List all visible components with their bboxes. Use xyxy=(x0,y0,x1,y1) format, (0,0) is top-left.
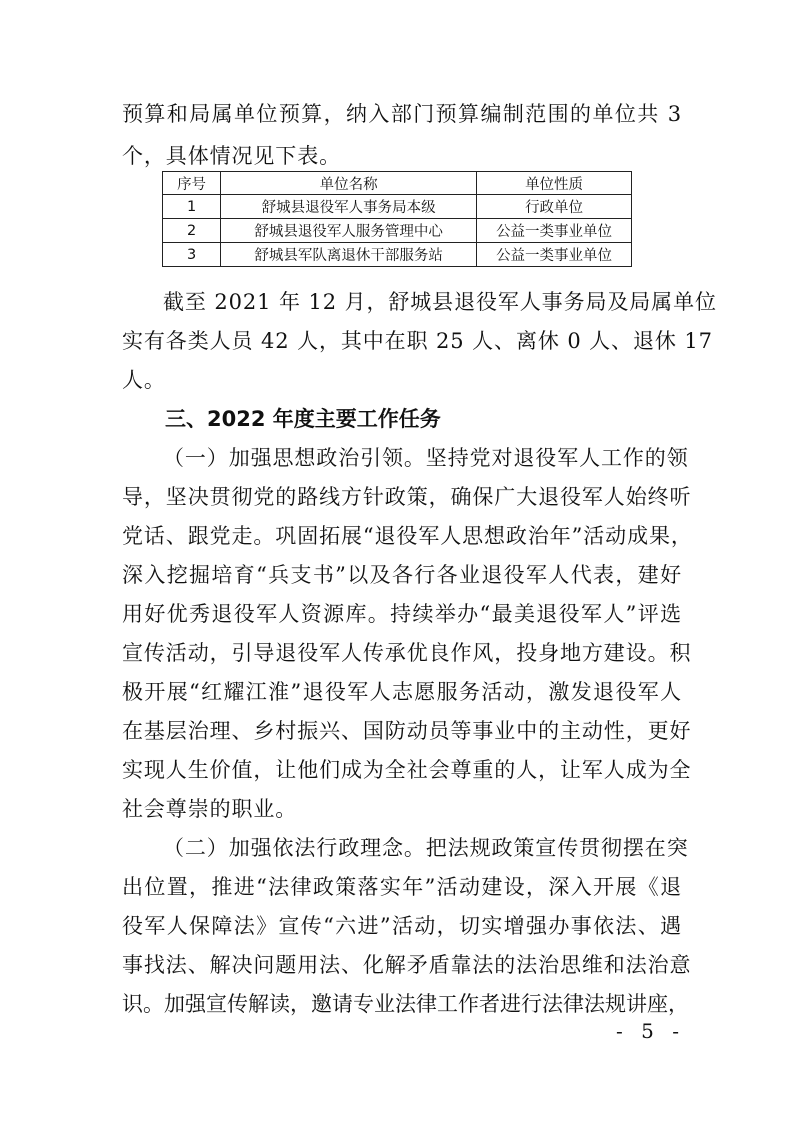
para2-line-4: 事找法、解决问题用法、化解矛盾靠法的法治思维和法治意 xyxy=(122,953,692,977)
staff-line-1: 截至 2021 年 12 月，舒城县退役军人事务局及局属单位 xyxy=(163,290,717,314)
para1-line-3: 党话、跟党走。巩固拓展“退役军人思想政治年”活动成果， xyxy=(122,524,693,548)
para1-line-8: 在基层治理、乡村振兴、国防动员等事业中的主动性，更好 xyxy=(122,719,692,743)
cell-unit-type: 公益一类事业单位 xyxy=(477,243,632,267)
intro-line-1: 预算和局属单位预算，纳入部门预算编制范围的单位共 3 xyxy=(122,102,682,126)
cell-unit-name: 舒城县退役军人事务局本级 xyxy=(221,195,477,219)
para1-line-6: 宣传活动，引导退役军人传承优良作风，投身地方建设。积 xyxy=(122,641,692,665)
para2-line-5: 识。加强宣传解读，邀请专业法律工作者进行法律法规讲座， xyxy=(122,992,689,1016)
cell-serial: 3 xyxy=(163,243,221,267)
para1-line-4: 深入挖掘培育“兵支书”以及各行各业退役军人代表，建好 xyxy=(122,563,682,587)
para2-line-2: 出位置，推进“法律政策落实年”活动建设，深入开展《退 xyxy=(122,875,682,899)
header-unit-type: 单位性质 xyxy=(477,172,632,195)
para1-line-9: 实现人生价值，让他们成为全社会尊重的人，让军人成为全 xyxy=(122,758,692,782)
header-serial: 序号 xyxy=(163,172,221,195)
cell-unit-type: 公益一类事业单位 xyxy=(477,219,632,243)
cell-serial: 1 xyxy=(163,195,221,219)
staff-line-2: 实有各类人员 42 人，其中在职 25 人、离休 0 人、退休 17 xyxy=(122,329,713,353)
para1-line-5: 用好优秀退役军人资源库。持续举办“最美退役军人”评选 xyxy=(122,602,682,626)
para2-line-1: （二）加强依法行政理念。把法规政策宣传贯彻摆在突 xyxy=(163,836,689,860)
cell-unit-name: 舒城县退役军人服务管理中心 xyxy=(221,219,477,243)
para2-line-3: 役军人保障法》宣传“六进”活动，切实增强办事依法、遇 xyxy=(122,914,682,938)
table-row xyxy=(163,219,632,243)
intro-line-2: 个，具体情况见下表。 xyxy=(122,144,341,168)
para1-line-1: （一）加强思想政治引领。坚持党对退役军人工作的领 xyxy=(163,446,689,470)
section-heading: 三、2022 年度主要工作任务 xyxy=(165,407,441,431)
unit-table-header-row xyxy=(163,172,632,195)
para1-line-7: 极开展“红耀江淮”退役军人志愿服务活动，激发退役军人 xyxy=(122,680,682,704)
table-row xyxy=(163,243,632,267)
table-row xyxy=(163,195,632,219)
para1-line-2: 导，坚决贯彻党的路线方针政策，确保广大退役军人始终听 xyxy=(122,485,692,509)
page-number: - 5 - xyxy=(616,1019,685,1043)
cell-unit-name: 舒城县军队离退休干部服务站 xyxy=(221,243,477,267)
unit-table xyxy=(162,171,632,267)
header-unit-name: 单位名称 xyxy=(221,172,477,195)
staff-line-3: 人。 xyxy=(122,368,166,392)
para1-line-10: 社会尊崇的职业。 xyxy=(122,797,298,821)
cell-serial: 2 xyxy=(163,219,221,243)
cell-unit-type: 行政单位 xyxy=(477,195,632,219)
